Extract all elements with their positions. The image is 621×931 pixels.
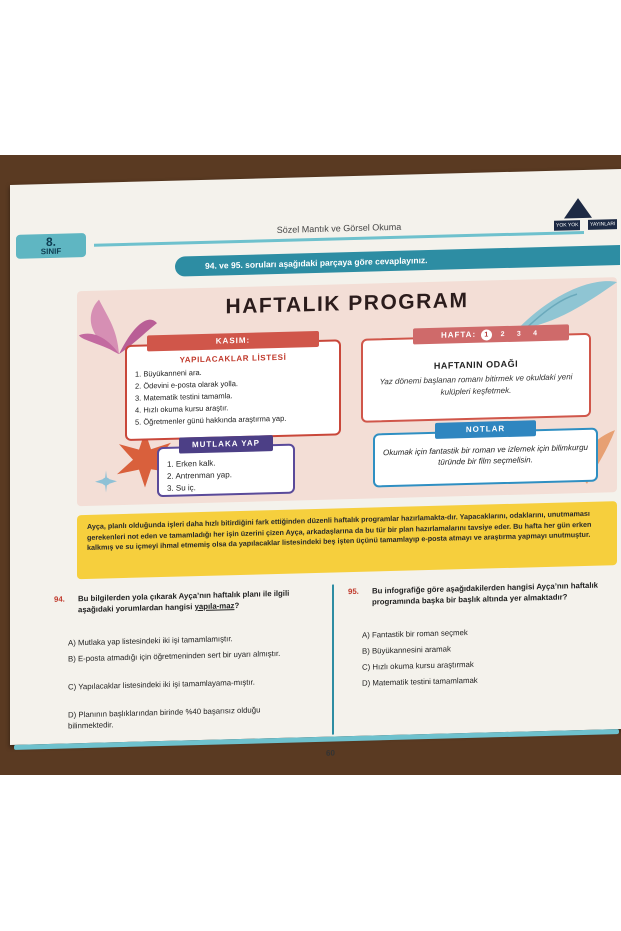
flower-decoration-icon [95,470,117,493]
list-item: 3. Su iç. [167,483,196,493]
infographic [77,277,617,506]
option-a[interactable]: A) Fantastik bir roman seçmek [362,628,468,640]
week-1-badge: 1 [481,329,492,340]
question-number: 94. [54,594,65,604]
week-3-badge: 3 [516,330,522,338]
reading-passage: Ayça, planlı olduğunda işleri daha hızlı bitirdiğini fark ettiğinden düzenli haftalık programlar hazırlamakta-dır. Yapacaklarını, odaklarını, unutmaması gerekenleri not eden ve tamamladığı her işin üzerini çizen Ayça, arkadaşlarına da bu tür bir plan hazırlamalarını tavsiye eder. Bu hafta her gün erken kalkmış ve su içmeyi ihmal etmemiş olsa da yapılacaklar listesindeki beş işten üçünü tamamlayıp e-posta atmayı ve araştırma yapmayı unutmuştur. [77,501,617,579]
question-number: 95. [348,586,359,597]
list-item: 1. Büyükanneni ara. [135,367,202,379]
option-b[interactable]: B) Büyükannesini aramak [362,644,451,656]
grade-number: 8. [45,234,56,250]
instruction-bar: 94. ve 95. soruları aşağıdaki parçaya göre cevaplayınız. [175,245,620,277]
week-2-badge: 2 [500,331,506,339]
infographic-title: HAFTALIK PROGRAM [225,288,469,319]
hafta-card [361,329,591,423]
kasim-heading: KASIM: [147,331,319,352]
hafta-heading [413,324,569,344]
kasim-card [125,335,341,441]
question-94 [54,587,319,754]
todo-list [135,365,286,429]
grade-label: SINIF [40,246,62,257]
page-number: 60 [326,748,335,758]
list-item: 2. Antrenman yap. [167,470,232,481]
photo-frame [0,155,621,775]
logo-triangle-icon [564,198,592,219]
question-stem [78,587,318,615]
option-c[interactable]: C) Yapılacaklar listesindeki iki işi tamamlayama-mıştır. [68,677,255,692]
option-b[interactable]: B) E-posta atmadığı için öğretmeninden sert bir uyarı almıştır. [68,648,281,664]
list-item: 2. Ödevini e-posta olarak yolla. [135,379,238,391]
option-d[interactable]: D) Matematik testini tamamlamak [362,675,478,688]
list-item: 3. Matematik testini tamamla. [135,391,233,403]
hafta-label: HAFTA: [440,329,477,340]
stem-part-b: yapıla-maz [194,601,235,612]
option-d[interactable]: D) Planının başlıklarından birinde %40 başarısız olduğu bilinmektedir. [68,705,261,731]
focus-title: HAFTANIN ODAĞI [433,358,519,371]
grade-tab [16,233,86,259]
mutlaka-heading: MUTLAKA YAP [179,435,273,453]
list-item: 4. Hızlı okuma kursu araştır. [135,403,229,415]
mutlaka-card [157,438,295,498]
option-c[interactable]: C) Hızlı okuma kursu araştırmak [362,659,474,672]
list-item: 1. Erken kalk. [167,458,216,469]
notlar-heading: NOTLAR [435,420,536,439]
week-4-badge: 4 [533,330,539,338]
question-stem: Bu infografiğe göre aşağıdakilerden hangisi Ayça’nın haftalık programında başka bir başlık altında yer almaktadır? [372,580,599,607]
notes-text: Okumak için fantastik bir roman ve izlemek için bilimkurgu türünde bir film seçmelisin. [383,442,588,467]
book-page [10,169,621,758]
publisher-logo [550,197,620,235]
logo-label-left: YOK YOK [554,220,580,231]
stem-part-a: Bu bilgilerden yola çıkarak Ayça’nın haftalık planı ile ilgili aşağıdaki yorumlardan hangisi [78,588,290,615]
question-95 [348,579,618,716]
stem-part-c: ? [234,600,240,611]
focus-text: Yaz dönemi başlanan romanı bitirmek ve okuldaki yeni kulüpleri keşfetmek. [379,372,573,397]
mutlaka-list [167,457,232,495]
todo-list-title: YAPILACAKLAR LİSTESİ [179,352,287,365]
column-divider [332,585,334,735]
notlar-card [373,424,598,488]
list-item: 5. Öğretmenler günü hakkında araştırma yap. [135,413,287,427]
section-title: Sözel Mantık ve Görsel Okuma [94,217,584,247]
logo-label-right: YAYINLARI [588,219,617,230]
option-a[interactable]: A) Mutlaka yap listesindeki iki işi tamamlamıştır. [68,634,233,648]
